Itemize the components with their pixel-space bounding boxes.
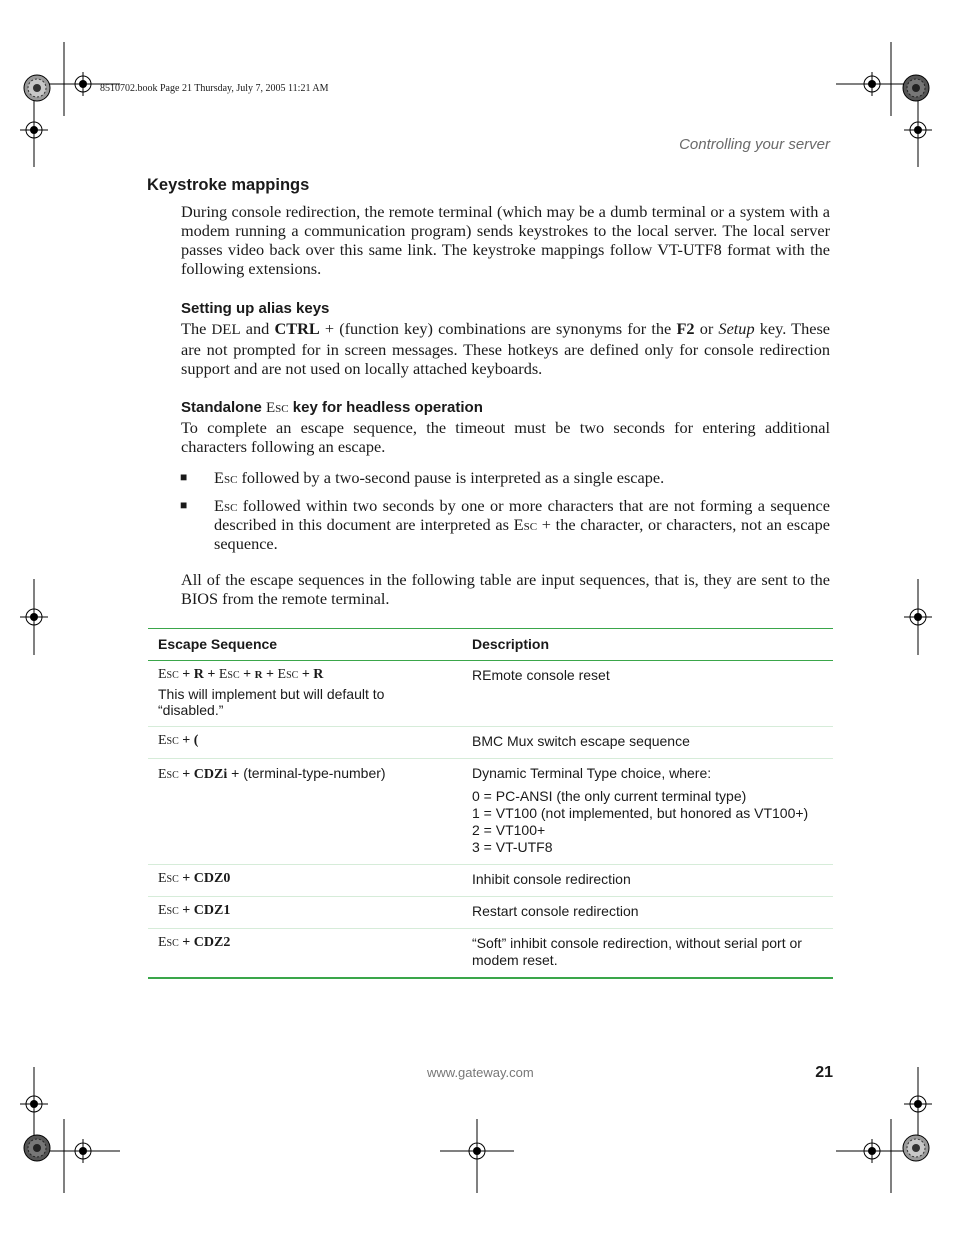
registration-target-icon bbox=[906, 605, 930, 629]
terminal-type-option: 3 = VT-UTF8 bbox=[472, 839, 553, 855]
table-row bbox=[148, 929, 833, 979]
escape-sequence-cell bbox=[148, 897, 462, 929]
table-intro-paragraph: All of the escape sequences in the following table are input sequences, that is, they are sent to the BIOS from the remote terminal. bbox=[181, 570, 830, 608]
color-wheel-icon bbox=[24, 75, 50, 101]
escape-sequence-cell bbox=[148, 727, 462, 759]
key-name-f2: F2 bbox=[676, 319, 695, 338]
registration-target-icon bbox=[860, 1139, 884, 1163]
key-name-esc: Esc bbox=[214, 468, 238, 487]
key-name-del: DEL bbox=[211, 322, 241, 338]
terminal-type-option: 1 = VT100 (not implemented, but honored as VT100+) bbox=[472, 805, 809, 821]
sequence-text: + CDZ0 bbox=[178, 871, 231, 886]
description-cell: Restart console redirection bbox=[462, 897, 833, 929]
text-run: followed by a two-second pause is interpreted as a single escape. bbox=[237, 468, 665, 487]
column-header-description: Description bbox=[462, 629, 833, 661]
sequence-text: + CDZi bbox=[178, 767, 228, 782]
sequence-text: R bbox=[254, 669, 263, 681]
registration-target-icon bbox=[906, 118, 930, 142]
table-header-row bbox=[148, 629, 833, 661]
key-name-esc: Esc bbox=[158, 903, 179, 918]
color-wheel-icon bbox=[24, 1135, 50, 1161]
key-name-esc: Esc bbox=[158, 767, 179, 782]
sequence-text: + R bbox=[298, 667, 324, 682]
bullet-square-icon: ■ bbox=[180, 498, 188, 512]
registration-target-icon bbox=[22, 1092, 46, 1116]
text-run: followed within two seconds by one or more characters that are not forming a sequence described in this document are interpreted as bbox=[214, 496, 830, 534]
text-run: The bbox=[181, 319, 212, 338]
text-run: key. These are not prompted for in screen messages. These hotkeys are defined only for console redirection support and are not used on locally attached keyboards. bbox=[181, 319, 831, 378]
sequence-text: + CDZ2 bbox=[178, 935, 231, 950]
heading-run: key for headless operation bbox=[288, 399, 483, 416]
escape-sequence-cell bbox=[148, 929, 462, 979]
column-header-escape-sequence: Escape Sequence bbox=[148, 629, 462, 661]
key-name-esc: Esc bbox=[266, 400, 289, 416]
registration-target-icon bbox=[860, 72, 884, 96]
alias-keys-paragraph bbox=[181, 319, 830, 378]
description-cell: REmote console reset bbox=[462, 661, 833, 727]
escape-sequence-cell bbox=[148, 759, 462, 865]
sequence-text: + ( bbox=[178, 733, 199, 748]
text-run: or bbox=[694, 319, 719, 338]
description-cell bbox=[462, 759, 833, 865]
registration-target-icon bbox=[22, 118, 46, 142]
table-row bbox=[148, 897, 833, 929]
running-head: Controlling your server bbox=[679, 136, 830, 153]
escape-sequence-table bbox=[148, 628, 833, 979]
table-row bbox=[148, 865, 833, 897]
key-name-ctrl: CTRL bbox=[274, 319, 320, 338]
sequence-text: + R + bbox=[178, 667, 219, 682]
text-run: + the character, or characters, not an escape sequence. bbox=[214, 515, 831, 553]
key-name-esc: Esc bbox=[158, 667, 179, 682]
table-row bbox=[148, 661, 833, 727]
sequence-text: + bbox=[239, 667, 255, 682]
page-number: 21 bbox=[815, 1064, 833, 1081]
bullet-item bbox=[214, 496, 830, 553]
heading-run: Standalone bbox=[181, 399, 267, 416]
description-cell: BMC Mux switch escape sequence bbox=[462, 727, 833, 759]
key-name-esc: Esc bbox=[214, 496, 238, 515]
color-wheel-icon bbox=[903, 1135, 929, 1161]
description-text: Dynamic Terminal Type choice, where: bbox=[472, 765, 712, 781]
key-name-esc: Esc bbox=[158, 733, 179, 748]
sequence-extra: + (terminal-type-number) bbox=[227, 765, 386, 781]
registration-target-icon bbox=[71, 1139, 95, 1163]
description-cell: “Soft” inhibit console redirection, without serial port or modem reset. bbox=[462, 929, 833, 979]
book-info-line: 8510702.book Page 21 Thursday, July 7, 2005 11:21 AM bbox=[100, 83, 329, 94]
key-name-setup: Setup bbox=[718, 319, 755, 338]
registration-target-icon bbox=[906, 1092, 930, 1116]
table-row bbox=[148, 727, 833, 759]
standalone-esc-heading bbox=[181, 399, 483, 417]
standalone-paragraph: To complete an escape sequence, the timeout must be two seconds for entering additional characters following an escape. bbox=[181, 418, 830, 456]
bullet-item bbox=[214, 468, 830, 487]
key-name-esc: Esc bbox=[158, 935, 179, 950]
text-run: + (function key) combinations are synonyms for the bbox=[319, 319, 677, 338]
key-name-esc: Esc bbox=[218, 667, 240, 682]
terminal-type-option: 0 = PC-ANSI (the only current terminal type) bbox=[472, 788, 747, 804]
intro-paragraph: During console redirection, the remote terminal (which may be a dumb terminal or a system with a modem running a communication program) sends keystrokes to the local server. The local server passes video back over this same link. The keystroke mappings follow VT-UTF8 format with the following extensions. bbox=[181, 202, 830, 278]
color-wheel-icon bbox=[903, 75, 929, 101]
description-cell: Inhibit console redirection bbox=[462, 865, 833, 897]
sequence-text: + bbox=[262, 667, 278, 682]
key-name-esc: Esc bbox=[277, 667, 299, 682]
registration-target-icon bbox=[22, 605, 46, 629]
key-name-esc: Esc bbox=[513, 515, 538, 534]
registration-target-icon bbox=[465, 1139, 489, 1163]
table-row bbox=[148, 759, 833, 865]
escape-sequence-cell bbox=[148, 661, 462, 727]
terminal-type-option: 2 = VT100+ bbox=[472, 822, 546, 838]
text-run: and bbox=[240, 319, 275, 338]
alias-keys-heading: Setting up alias keys bbox=[181, 300, 330, 317]
registration-target-icon bbox=[71, 72, 95, 96]
footer-url: www.gateway.com bbox=[427, 1065, 534, 1080]
sequence-text: + CDZ1 bbox=[178, 903, 231, 918]
key-name-esc: Esc bbox=[158, 871, 179, 886]
escape-sequence-cell bbox=[148, 865, 462, 897]
section-title: Keystroke mappings bbox=[147, 176, 310, 194]
sequence-note: This will implement but will default to “disabled.” bbox=[158, 686, 385, 718]
bullet-square-icon: ■ bbox=[180, 470, 188, 484]
